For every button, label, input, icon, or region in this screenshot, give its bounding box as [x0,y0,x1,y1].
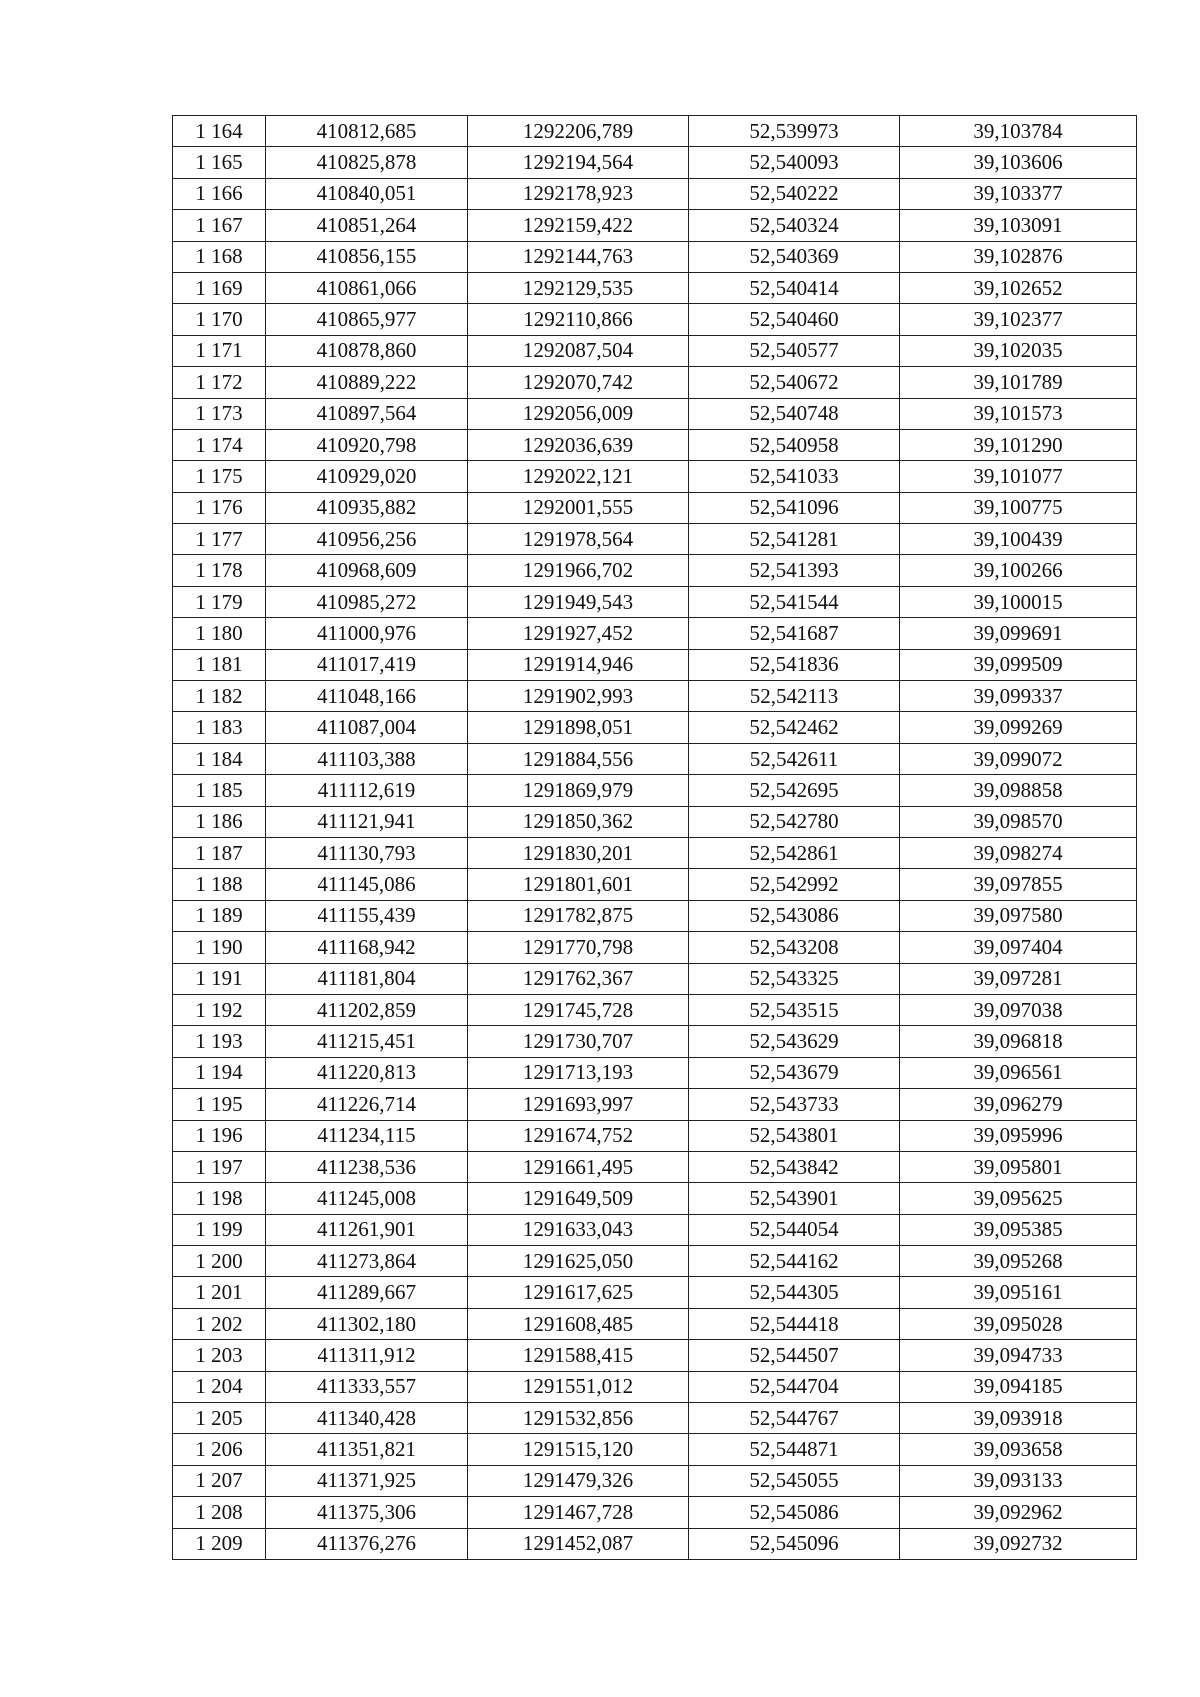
latitude-cell: 52,540958 [689,429,900,460]
point-number-cell: 1 207 [173,1465,266,1496]
x-coordinate-cell: 411017,419 [266,649,468,680]
table-row [173,492,1137,523]
point-number-cell: 1 194 [173,1057,266,1088]
latitude-cell: 52,540672 [689,367,900,398]
longitude-cell: 39,095996 [900,1120,1137,1151]
y-coordinate-cell: 1291551,012 [468,1371,689,1402]
x-coordinate-cell: 411302,180 [266,1308,468,1339]
y-coordinate-cell: 1291966,702 [468,555,689,586]
longitude-cell: 39,097580 [900,900,1137,931]
latitude-cell: 52,541687 [689,618,900,649]
table-row [173,1277,1137,1308]
table-row [173,367,1137,398]
longitude-cell: 39,102652 [900,272,1137,303]
table-row [173,241,1137,272]
table-row [173,147,1137,178]
y-coordinate-cell: 1291479,326 [468,1465,689,1496]
latitude-cell: 52,541096 [689,492,900,523]
table-row [173,304,1137,335]
latitude-cell: 52,540093 [689,147,900,178]
longitude-cell: 39,094733 [900,1340,1137,1371]
y-coordinate-cell: 1292194,564 [468,147,689,178]
x-coordinate-cell: 411181,804 [266,963,468,994]
latitude-cell: 52,543325 [689,963,900,994]
y-coordinate-cell: 1291661,495 [468,1151,689,1182]
point-number-cell: 1 190 [173,932,266,963]
latitude-cell: 52,541544 [689,586,900,617]
longitude-cell: 39,103091 [900,210,1137,241]
longitude-cell: 39,097038 [900,994,1137,1025]
latitude-cell: 52,542462 [689,712,900,743]
x-coordinate-cell: 411220,813 [266,1057,468,1088]
point-number-cell: 1 166 [173,178,266,209]
point-number-cell: 1 165 [173,147,266,178]
point-number-cell: 1 195 [173,1089,266,1120]
point-number-cell: 1 186 [173,806,266,837]
latitude-cell: 52,542611 [689,743,900,774]
point-number-cell: 1 174 [173,429,266,460]
latitude-cell: 52,544162 [689,1246,900,1277]
latitude-cell: 52,541836 [689,649,900,680]
y-coordinate-cell: 1292056,009 [468,398,689,429]
point-number-cell: 1 189 [173,900,266,931]
longitude-cell: 39,095028 [900,1308,1137,1339]
table-row [173,1434,1137,1465]
x-coordinate-cell: 411376,276 [266,1528,468,1559]
point-number-cell: 1 202 [173,1308,266,1339]
coordinates-table-body [173,116,1137,1560]
point-number-cell: 1 180 [173,618,266,649]
y-coordinate-cell: 1291884,556 [468,743,689,774]
latitude-cell: 52,542780 [689,806,900,837]
longitude-cell: 39,095625 [900,1183,1137,1214]
table-row [173,272,1137,303]
x-coordinate-cell: 411048,166 [266,681,468,712]
point-number-cell: 1 201 [173,1277,266,1308]
latitude-cell: 52,542113 [689,681,900,712]
y-coordinate-cell: 1291745,728 [468,994,689,1025]
latitude-cell: 52,545086 [689,1497,900,1528]
table-row [173,775,1137,806]
point-number-cell: 1 175 [173,461,266,492]
table-row [173,1308,1137,1339]
table-row [173,1465,1137,1496]
x-coordinate-cell: 411087,004 [266,712,468,743]
y-coordinate-cell: 1291762,367 [468,963,689,994]
x-coordinate-cell: 411155,439 [266,900,468,931]
table-row [173,429,1137,460]
y-coordinate-cell: 1291782,875 [468,900,689,931]
point-number-cell: 1 177 [173,524,266,555]
y-coordinate-cell: 1292070,742 [468,367,689,398]
longitude-cell: 39,103606 [900,147,1137,178]
longitude-cell: 39,100015 [900,586,1137,617]
point-number-cell: 1 199 [173,1214,266,1245]
y-coordinate-cell: 1291617,625 [468,1277,689,1308]
latitude-cell: 52,542861 [689,837,900,868]
latitude-cell: 52,540222 [689,178,900,209]
x-coordinate-cell: 410985,272 [266,586,468,617]
x-coordinate-cell: 410856,155 [266,241,468,272]
longitude-cell: 39,093918 [900,1403,1137,1434]
latitude-cell: 52,543208 [689,932,900,963]
point-number-cell: 1 209 [173,1528,266,1559]
longitude-cell: 39,099691 [900,618,1137,649]
y-coordinate-cell: 1291515,120 [468,1434,689,1465]
point-number-cell: 1 205 [173,1403,266,1434]
x-coordinate-cell: 410929,020 [266,461,468,492]
point-number-cell: 1 181 [173,649,266,680]
y-coordinate-cell: 1291770,798 [468,932,689,963]
point-number-cell: 1 178 [173,555,266,586]
longitude-cell: 39,097855 [900,869,1137,900]
point-number-cell: 1 182 [173,681,266,712]
y-coordinate-cell: 1291914,946 [468,649,689,680]
x-coordinate-cell: 410956,256 [266,524,468,555]
latitude-cell: 52,541033 [689,461,900,492]
point-number-cell: 1 173 [173,398,266,429]
longitude-cell: 39,099072 [900,743,1137,774]
table-row [173,994,1137,1025]
x-coordinate-cell: 411000,976 [266,618,468,649]
y-coordinate-cell: 1292087,504 [468,335,689,366]
point-number-cell: 1 183 [173,712,266,743]
latitude-cell: 52,544767 [689,1403,900,1434]
longitude-cell: 39,101077 [900,461,1137,492]
point-number-cell: 1 188 [173,869,266,900]
latitude-cell: 52,544507 [689,1340,900,1371]
point-number-cell: 1 187 [173,837,266,868]
table-row [173,618,1137,649]
point-number-cell: 1 192 [173,994,266,1025]
longitude-cell: 39,093658 [900,1434,1137,1465]
table-row [173,1340,1137,1371]
table-row [173,1246,1137,1277]
longitude-cell: 39,092732 [900,1528,1137,1559]
table-row [173,1151,1137,1182]
x-coordinate-cell: 411202,859 [266,994,468,1025]
table-row [173,1214,1137,1245]
latitude-cell: 52,540748 [689,398,900,429]
y-coordinate-cell: 1291830,201 [468,837,689,868]
table-row [173,1057,1137,1088]
longitude-cell: 39,101290 [900,429,1137,460]
y-coordinate-cell: 1292144,763 [468,241,689,272]
table-row [173,178,1137,209]
latitude-cell: 52,540414 [689,272,900,303]
point-number-cell: 1 170 [173,304,266,335]
longitude-cell: 39,102035 [900,335,1137,366]
x-coordinate-cell: 410861,066 [266,272,468,303]
latitude-cell: 52,545096 [689,1528,900,1559]
y-coordinate-cell: 1291949,543 [468,586,689,617]
point-number-cell: 1 196 [173,1120,266,1151]
y-coordinate-cell: 1291625,050 [468,1246,689,1277]
longitude-cell: 39,100775 [900,492,1137,523]
y-coordinate-cell: 1291674,752 [468,1120,689,1151]
y-coordinate-cell: 1291902,993 [468,681,689,712]
x-coordinate-cell: 411311,912 [266,1340,468,1371]
x-coordinate-cell: 411168,942 [266,932,468,963]
latitude-cell: 52,541393 [689,555,900,586]
x-coordinate-cell: 411340,428 [266,1403,468,1434]
x-coordinate-cell: 411371,925 [266,1465,468,1496]
table-row [173,335,1137,366]
x-coordinate-cell: 410935,882 [266,492,468,523]
x-coordinate-cell: 411121,941 [266,806,468,837]
table-row [173,1403,1137,1434]
x-coordinate-cell: 411215,451 [266,1026,468,1057]
longitude-cell: 39,095801 [900,1151,1137,1182]
y-coordinate-cell: 1291452,087 [468,1528,689,1559]
latitude-cell: 52,543801 [689,1120,900,1151]
table-row [173,1528,1137,1559]
coordinates-table [172,115,1137,1560]
y-coordinate-cell: 1292022,121 [468,461,689,492]
latitude-cell: 52,544054 [689,1214,900,1245]
x-coordinate-cell: 411289,667 [266,1277,468,1308]
latitude-cell: 52,544704 [689,1371,900,1402]
longitude-cell: 39,099509 [900,649,1137,680]
latitude-cell: 52,543515 [689,994,900,1025]
longitude-cell: 39,096818 [900,1026,1137,1057]
longitude-cell: 39,103377 [900,178,1137,209]
longitude-cell: 39,098570 [900,806,1137,837]
longitude-cell: 39,098858 [900,775,1137,806]
longitude-cell: 39,102377 [900,304,1137,335]
latitude-cell: 52,539973 [689,116,900,147]
longitude-cell: 39,100266 [900,555,1137,586]
latitude-cell: 52,544418 [689,1308,900,1339]
x-coordinate-cell: 410878,860 [266,335,468,366]
table-row [173,524,1137,555]
table-row [173,806,1137,837]
y-coordinate-cell: 1292001,555 [468,492,689,523]
y-coordinate-cell: 1292159,422 [468,210,689,241]
x-coordinate-cell: 411226,714 [266,1089,468,1120]
table-row [173,461,1137,492]
x-coordinate-cell: 411333,557 [266,1371,468,1402]
latitude-cell: 52,543629 [689,1026,900,1057]
table-row [173,1026,1137,1057]
table-row [173,555,1137,586]
longitude-cell: 39,095268 [900,1246,1137,1277]
y-coordinate-cell: 1291693,997 [468,1089,689,1120]
longitude-cell: 39,094185 [900,1371,1137,1402]
table-row [173,963,1137,994]
y-coordinate-cell: 1291713,193 [468,1057,689,1088]
latitude-cell: 52,543842 [689,1151,900,1182]
longitude-cell: 39,097281 [900,963,1137,994]
latitude-cell: 52,542992 [689,869,900,900]
point-number-cell: 1 184 [173,743,266,774]
latitude-cell: 52,540324 [689,210,900,241]
table-row [173,837,1137,868]
point-number-cell: 1 203 [173,1340,266,1371]
longitude-cell: 39,097404 [900,932,1137,963]
latitude-cell: 52,545055 [689,1465,900,1496]
y-coordinate-cell: 1291927,452 [468,618,689,649]
y-coordinate-cell: 1292129,535 [468,272,689,303]
point-number-cell: 1 167 [173,210,266,241]
y-coordinate-cell: 1291633,043 [468,1214,689,1245]
table-row [173,932,1137,963]
point-number-cell: 1 179 [173,586,266,617]
longitude-cell: 39,100439 [900,524,1137,555]
longitude-cell: 39,095385 [900,1214,1137,1245]
longitude-cell: 39,093133 [900,1465,1137,1496]
longitude-cell: 39,095161 [900,1277,1137,1308]
latitude-cell: 52,541281 [689,524,900,555]
longitude-cell: 39,102876 [900,241,1137,272]
point-number-cell: 1 200 [173,1246,266,1277]
latitude-cell: 52,544871 [689,1434,900,1465]
x-coordinate-cell: 411273,864 [266,1246,468,1277]
x-coordinate-cell: 410968,609 [266,555,468,586]
latitude-cell: 52,540577 [689,335,900,366]
x-coordinate-cell: 411238,536 [266,1151,468,1182]
longitude-cell: 39,096561 [900,1057,1137,1088]
x-coordinate-cell: 410920,798 [266,429,468,460]
point-number-cell: 1 172 [173,367,266,398]
latitude-cell: 52,543901 [689,1183,900,1214]
latitude-cell: 52,542695 [689,775,900,806]
longitude-cell: 39,092962 [900,1497,1137,1528]
x-coordinate-cell: 410889,222 [266,367,468,398]
y-coordinate-cell: 1291869,979 [468,775,689,806]
table-row [173,1497,1137,1528]
x-coordinate-cell: 410812,685 [266,116,468,147]
y-coordinate-cell: 1291532,856 [468,1403,689,1434]
x-coordinate-cell: 410865,977 [266,304,468,335]
y-coordinate-cell: 1292178,923 [468,178,689,209]
latitude-cell: 52,540369 [689,241,900,272]
x-coordinate-cell: 411112,619 [266,775,468,806]
x-coordinate-cell: 411234,115 [266,1120,468,1151]
x-coordinate-cell: 411245,008 [266,1183,468,1214]
table-row [173,116,1137,147]
table-row [173,1183,1137,1214]
point-number-cell: 1 193 [173,1026,266,1057]
y-coordinate-cell: 1291588,415 [468,1340,689,1371]
point-number-cell: 1 164 [173,116,266,147]
y-coordinate-cell: 1292206,789 [468,116,689,147]
point-number-cell: 1 206 [173,1434,266,1465]
point-number-cell: 1 176 [173,492,266,523]
y-coordinate-cell: 1291467,728 [468,1497,689,1528]
latitude-cell: 52,543679 [689,1057,900,1088]
table-row [173,398,1137,429]
longitude-cell: 39,099269 [900,712,1137,743]
point-number-cell: 1 185 [173,775,266,806]
x-coordinate-cell: 410851,264 [266,210,468,241]
x-coordinate-cell: 411261,901 [266,1214,468,1245]
x-coordinate-cell: 411375,306 [266,1497,468,1528]
table-row [173,712,1137,743]
longitude-cell: 39,099337 [900,681,1137,712]
x-coordinate-cell: 410840,051 [266,178,468,209]
latitude-cell: 52,543733 [689,1089,900,1120]
table-row [173,1120,1137,1151]
x-coordinate-cell: 411351,821 [266,1434,468,1465]
x-coordinate-cell: 410897,564 [266,398,468,429]
table-row [173,1089,1137,1120]
table-row [173,1371,1137,1402]
point-number-cell: 1 168 [173,241,266,272]
table-row [173,210,1137,241]
y-coordinate-cell: 1291850,362 [468,806,689,837]
table-row [173,586,1137,617]
longitude-cell: 39,101573 [900,398,1137,429]
y-coordinate-cell: 1291649,509 [468,1183,689,1214]
table-row [173,900,1137,931]
longitude-cell: 39,096279 [900,1089,1137,1120]
table-row [173,743,1137,774]
longitude-cell: 39,103784 [900,116,1137,147]
y-coordinate-cell: 1291730,707 [468,1026,689,1057]
latitude-cell: 52,544305 [689,1277,900,1308]
y-coordinate-cell: 1292110,866 [468,304,689,335]
point-number-cell: 1 208 [173,1497,266,1528]
x-coordinate-cell: 411103,388 [266,743,468,774]
x-coordinate-cell: 411145,086 [266,869,468,900]
point-number-cell: 1 197 [173,1151,266,1182]
y-coordinate-cell: 1291898,051 [468,712,689,743]
y-coordinate-cell: 1292036,639 [468,429,689,460]
table-row [173,681,1137,712]
y-coordinate-cell: 1291801,601 [468,869,689,900]
longitude-cell: 39,098274 [900,837,1137,868]
table-row [173,869,1137,900]
point-number-cell: 1 204 [173,1371,266,1402]
x-coordinate-cell: 410825,878 [266,147,468,178]
latitude-cell: 52,543086 [689,900,900,931]
point-number-cell: 1 198 [173,1183,266,1214]
latitude-cell: 52,540460 [689,304,900,335]
y-coordinate-cell: 1291608,485 [468,1308,689,1339]
table-row [173,649,1137,680]
point-number-cell: 1 171 [173,335,266,366]
y-coordinate-cell: 1291978,564 [468,524,689,555]
longitude-cell: 39,101789 [900,367,1137,398]
x-coordinate-cell: 411130,793 [266,837,468,868]
point-number-cell: 1 169 [173,272,266,303]
point-number-cell: 1 191 [173,963,266,994]
